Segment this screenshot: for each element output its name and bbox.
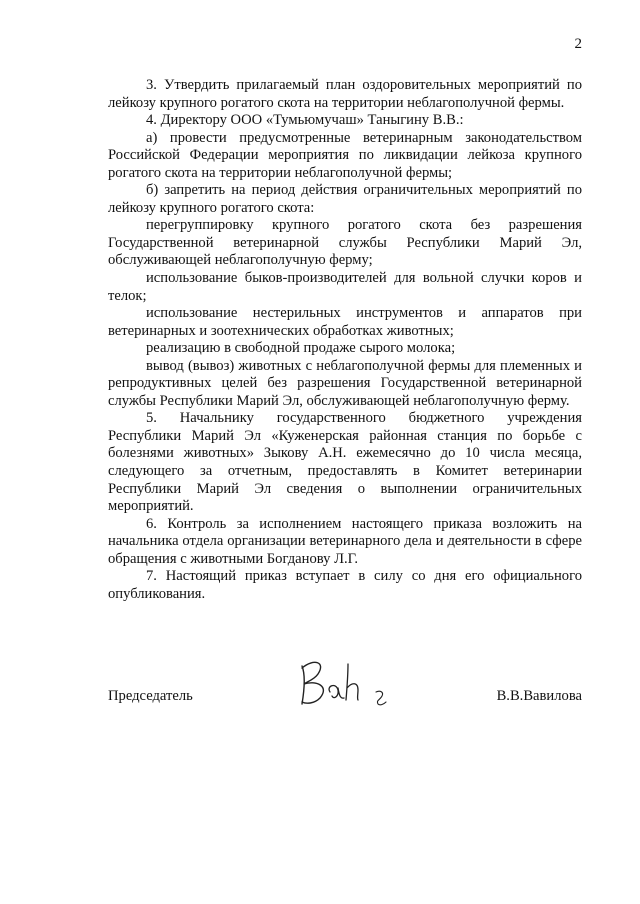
paragraph-ban-regrouping: перегруппировку крупного рогатого скота без разрешения Государственной ветеринарной службы Республики Марий Эл, обслуживающей неблагополучную ферму; xyxy=(108,217,582,269)
paragraph-ban-milk: реализацию в свободной продаже сырого молока; xyxy=(146,340,456,357)
paragraph-item-4a: а) провести предусмотренные ветеринарным законодательством Российской Федерации мероприятия по ликвидации лейкоза крупного рогатого скота на территории неблагополучной фермы; xyxy=(108,129,582,181)
paragraph-ban-instruments: использование нестерильных инструментов и аппаратов при ветеринарных и зоотехнических обработках животных; xyxy=(108,305,582,339)
page-number: 2 xyxy=(574,36,582,52)
paragraph-item-3: 3. Утвердить прилагаемый план оздоровительных мероприятий по лейкозу крупного рогатого скота на территории неблагополучной фермы. xyxy=(108,77,582,111)
paragraph-item-4b: б) запретить на период действия ограничительных мероприятий по лейкозу крупного рогатого скота: xyxy=(108,182,582,216)
signature-title: Председатель xyxy=(108,688,193,704)
paragraph-ban-bulls: использование быков-производителей для вольной случки коров и телок; xyxy=(108,270,582,304)
paragraph-item-7: 7. Настоящий приказ вступает в силу со дня его официального опубликования. xyxy=(108,568,582,602)
paragraph-item-4: 4. Директору ООО «Тумьюмучаш» Таныгину В.В.: xyxy=(146,112,464,129)
paragraph-ban-export: вывод (вывоз) животных с неблагополучной фермы для племенных и репродуктивных целей без разрешения Государственной ветеринарной службы Республики Марий Эл, обслуживающей неблагополучную ферму. xyxy=(108,357,582,409)
signature-row xyxy=(108,680,582,720)
signature-name: В.В.Вавилова xyxy=(496,688,582,704)
handwritten-signature xyxy=(292,652,402,712)
paragraph-item-5: 5. Начальнику государственного бюджетного учреждения Республики Марий Эл «Куженерская районная станция по борьбе с болезнями животных» Зыкову А.Н. ежемесячно до 10 числа месяца, следующего за отчетным, предоставлять в Комитет ветеринарии Республики Марий Эл сведения о выполнении ограничительных мероприятий. xyxy=(108,410,582,515)
paragraph-item-6: 6. Контроль за исполнением настоящего приказа возложить на начальника отдела организации ветеринарного дела и деятельности в сфере обращения с животными Богданову Л.Г. xyxy=(108,515,582,567)
document-body xyxy=(108,77,582,603)
